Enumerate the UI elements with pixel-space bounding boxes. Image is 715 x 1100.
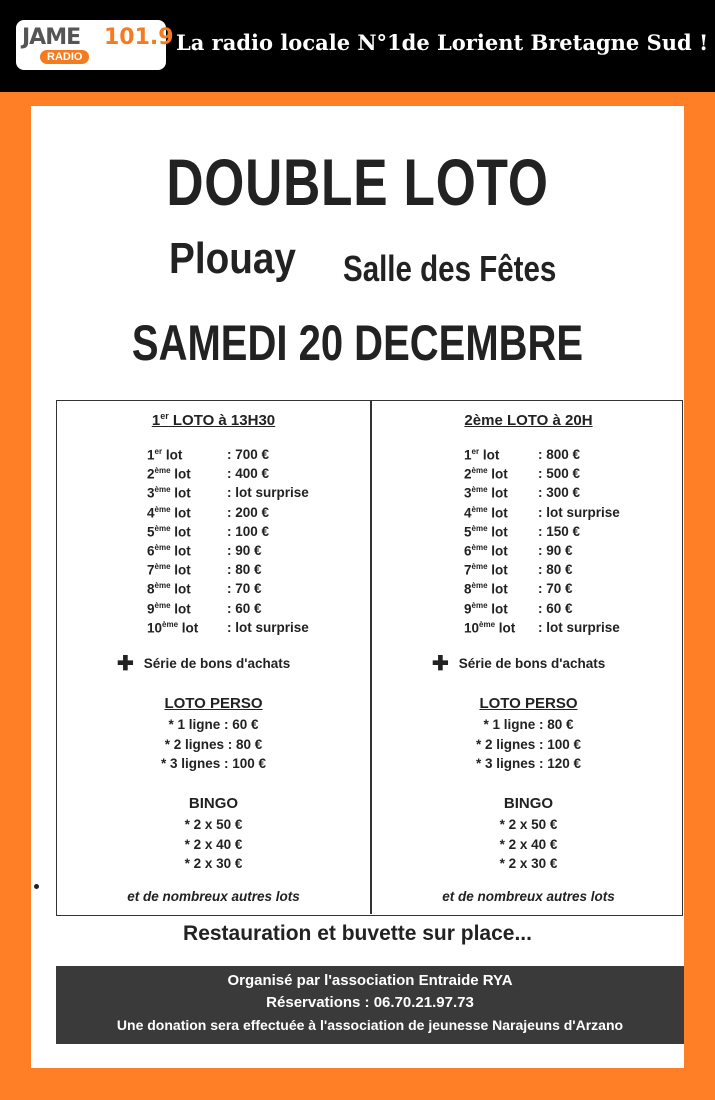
- lot-label: [432, 466, 520, 482]
- lot-word: lot: [178, 620, 199, 636]
- lot-suffix: ème: [162, 619, 179, 629]
- lot-number: 8: [147, 581, 155, 597]
- lot-suffix: ème: [154, 600, 171, 610]
- lot-number: 8: [464, 581, 472, 597]
- lot-label: [117, 505, 201, 521]
- bingo-title: BINGO: [188, 795, 239, 812]
- lot-suffix: er: [154, 447, 163, 456]
- loto-title-sup: er: [160, 411, 169, 421]
- lot-word: lot: [487, 581, 508, 597]
- lot-word: lot: [170, 581, 191, 597]
- lot-suffix: ème: [471, 581, 488, 591]
- lot-word: lot: [170, 543, 191, 559]
- lot-suffix: ème: [154, 581, 171, 591]
- lot-word: lot: [487, 485, 508, 501]
- lot-value: : 300 €: [538, 485, 581, 501]
- poster-title: DOUBLE LOTO: [166, 145, 549, 219]
- loto-column-2: [372, 401, 685, 914]
- lot-suffix: ème: [154, 485, 171, 495]
- lot-label: [117, 620, 201, 636]
- stray-dot: [34, 884, 39, 889]
- plus-icon: ✚: [432, 653, 449, 675]
- poster-date: SAMEDI 20 DECEMBRE: [131, 315, 584, 371]
- lot-value: : 60 €: [227, 600, 262, 616]
- lot-value: : 100 €: [227, 523, 270, 539]
- lot-number: 7: [464, 562, 472, 578]
- lot-value: : 400 €: [227, 466, 270, 482]
- lot-row: [372, 601, 685, 620]
- footer-reservations: Réservations : 06.70.21.97.73: [266, 994, 474, 1011]
- lot-label: [117, 447, 201, 463]
- restauration-note: Restauration et buvette sur place...: [183, 922, 532, 945]
- lot-number: 4: [464, 505, 472, 521]
- lot-number: 2: [464, 466, 472, 482]
- bingo-line: * 2 x 40 €: [499, 836, 558, 852]
- lot-label: [117, 581, 201, 597]
- lot-number: 5: [147, 524, 155, 540]
- poster-sheet: [31, 106, 684, 1068]
- lot-row: [57, 524, 370, 543]
- bons-label: Série de bons d'achats: [458, 656, 606, 671]
- lot-row: [57, 581, 370, 600]
- lot-row: [57, 601, 370, 620]
- lot-label: [432, 601, 520, 617]
- lot-suffix: ème: [471, 466, 488, 476]
- lot-value: : lot surprise: [538, 504, 620, 520]
- loto-perso-line: * 2 lignes : 80 €: [164, 736, 263, 752]
- lot-suffix: ème: [154, 466, 171, 476]
- footer-organizer: Organisé par l'association Entraide RYA: [227, 972, 513, 989]
- lot-row: [57, 466, 370, 485]
- lot-suffix: ème: [471, 485, 488, 495]
- lot-row: [57, 620, 370, 639]
- lot-label: [117, 562, 201, 578]
- loto-table: [56, 400, 683, 916]
- lot-word: lot: [487, 562, 508, 578]
- lot-word: lot: [487, 505, 508, 521]
- lot-number: 10: [464, 620, 480, 636]
- organizer-footer: [56, 966, 684, 1044]
- lot-word: lot: [487, 524, 508, 540]
- lot-word: lot: [487, 466, 508, 482]
- lot-number: 2: [147, 466, 155, 482]
- radio-logo[interactable]: [16, 20, 174, 70]
- lot-value: : 150 €: [538, 523, 581, 539]
- logo-radio-label: RADIO: [40, 50, 89, 64]
- bingo-line: * 2 x 30 €: [184, 856, 243, 871]
- loto-perso-title: LOTO PERSO: [479, 695, 578, 712]
- lot-word: lot: [170, 485, 191, 501]
- lot-value: : 80 €: [227, 562, 262, 578]
- lot-row: [372, 466, 685, 485]
- lot-number: 4: [147, 505, 155, 521]
- lot-value: : lot surprise: [227, 619, 309, 635]
- loto-column-1: [57, 401, 370, 914]
- lot-number: 3: [464, 485, 472, 501]
- loto-title: [372, 411, 685, 429]
- lot-word: lot: [170, 601, 191, 616]
- loto-title-rest: LOTO à 20H: [502, 412, 593, 429]
- bingo-title: BINGO: [503, 795, 554, 812]
- lot-row: [57, 505, 370, 524]
- lot-number: 9: [464, 601, 472, 616]
- lot-word: lot: [170, 505, 191, 521]
- extra-lots: et de nombreux autres lots: [127, 889, 300, 904]
- lot-number: 6: [464, 543, 472, 559]
- lot-row: [372, 581, 685, 600]
- bingo-line: * 2 x 50 €: [499, 817, 558, 832]
- loto-title-num: 1: [151, 412, 161, 429]
- lot-suffix: ème: [471, 542, 488, 552]
- lot-suffix: ème: [154, 523, 171, 533]
- lot-value: : 70 €: [538, 581, 573, 597]
- lot-word: lot: [162, 447, 183, 463]
- lot-row: [57, 485, 370, 504]
- lot-list: [57, 447, 370, 639]
- lot-value: : lot surprise: [227, 485, 309, 501]
- loto-perso-line: * 2 lignes : 100 €: [475, 736, 582, 752]
- lot-row: [372, 543, 685, 562]
- lot-label: [432, 485, 520, 501]
- lot-number: 3: [147, 485, 155, 501]
- bingo-line: * 2 x 40 €: [184, 836, 243, 852]
- footer-donation: Une donation sera effectuée à l'association de jeunesse Narajeuns d'Arzano: [116, 1017, 624, 1033]
- bons-achats: [117, 651, 290, 676]
- loto-perso-line: * 3 lignes : 100 €: [160, 756, 267, 771]
- lot-value: : 90 €: [227, 542, 262, 558]
- lot-suffix: ème: [471, 562, 488, 572]
- loto-perso-line: * 1 ligne : 80 €: [483, 717, 574, 732]
- lot-list: [372, 447, 685, 639]
- lot-label: [117, 543, 201, 559]
- lot-number: 1: [147, 447, 155, 463]
- lot-label: [117, 601, 201, 617]
- lot-label: [432, 447, 520, 463]
- lot-suffix: ème: [154, 504, 171, 514]
- plus-icon: ✚: [117, 653, 134, 675]
- loto-title: [57, 411, 370, 429]
- lot-number: 6: [147, 543, 155, 559]
- radio-header: [0, 0, 715, 92]
- lot-row: [372, 505, 685, 524]
- lot-row: [57, 562, 370, 581]
- lot-value: : 700 €: [227, 447, 270, 462]
- lot-number: 1: [464, 447, 472, 463]
- lot-row: [57, 447, 370, 466]
- lot-label: [432, 505, 520, 521]
- extra-lots: et de nombreux autres lots: [442, 889, 615, 904]
- lot-value: : 90 €: [538, 542, 573, 558]
- lot-suffix: ème: [471, 504, 488, 514]
- lot-word: lot: [170, 562, 191, 578]
- loto-perso-title: LOTO PERSO: [164, 695, 263, 712]
- radio-tagline: La radio locale N°1de Lorient Bretagne Sud !: [176, 30, 709, 55]
- lot-word: lot: [479, 447, 500, 463]
- lot-label: [117, 466, 201, 482]
- lot-value: : 80 €: [538, 562, 573, 578]
- lot-row: [372, 485, 685, 504]
- lot-label: [432, 581, 520, 597]
- lot-number: 5: [464, 524, 472, 540]
- lot-label: [432, 562, 520, 578]
- lot-suffix: ème: [154, 542, 171, 552]
- loto-perso-line: * 3 lignes : 120 €: [475, 756, 582, 771]
- lot-word: lot: [487, 601, 508, 616]
- loto-perso-line: * 1 ligne : 60 €: [168, 717, 259, 732]
- lot-suffix: ème: [479, 619, 496, 629]
- logo-name: JAME: [22, 25, 81, 50]
- lot-label: [432, 620, 520, 636]
- lot-word: lot: [170, 524, 191, 540]
- bingo-line: * 2 x 50 €: [184, 817, 243, 832]
- poster-city: Plouay: [169, 234, 296, 283]
- lot-number: 9: [147, 601, 155, 616]
- lot-word: lot: [170, 466, 191, 482]
- lot-value: : 60 €: [538, 600, 573, 616]
- poster-venue: Salle des Fêtes: [343, 248, 557, 289]
- lot-row: [372, 524, 685, 543]
- lot-suffix: ème: [154, 562, 171, 572]
- lot-suffix: ème: [471, 523, 488, 533]
- lot-row: [372, 447, 685, 466]
- lot-suffix: er: [471, 447, 480, 456]
- lot-row: [372, 620, 685, 639]
- lot-value: : 70 €: [227, 581, 262, 597]
- lot-number: 7: [147, 562, 155, 578]
- lot-row: [372, 562, 685, 581]
- loto-title-num: 2ème: [464, 412, 503, 429]
- bingo-line: * 2 x 30 €: [499, 856, 558, 871]
- lot-row: [57, 543, 370, 562]
- logo-frequency: 101.9: [104, 25, 174, 50]
- lot-label: [432, 543, 520, 559]
- lot-label: [117, 524, 201, 540]
- bons-label: Série de bons d'achats: [143, 656, 291, 671]
- lot-value: : lot surprise: [538, 619, 620, 635]
- lot-value: : 800 €: [538, 447, 581, 462]
- bons-achats: [432, 651, 605, 676]
- loto-title-rest: LOTO à 13H30: [168, 412, 276, 429]
- lot-label: [432, 524, 520, 540]
- lot-label: [117, 485, 201, 501]
- lot-value: : 500 €: [538, 466, 581, 482]
- lot-word: lot: [495, 620, 516, 636]
- lot-suffix: ème: [471, 600, 488, 610]
- lot-word: lot: [487, 543, 508, 559]
- lot-value: : 200 €: [227, 504, 270, 520]
- lot-number: 10: [147, 620, 163, 636]
